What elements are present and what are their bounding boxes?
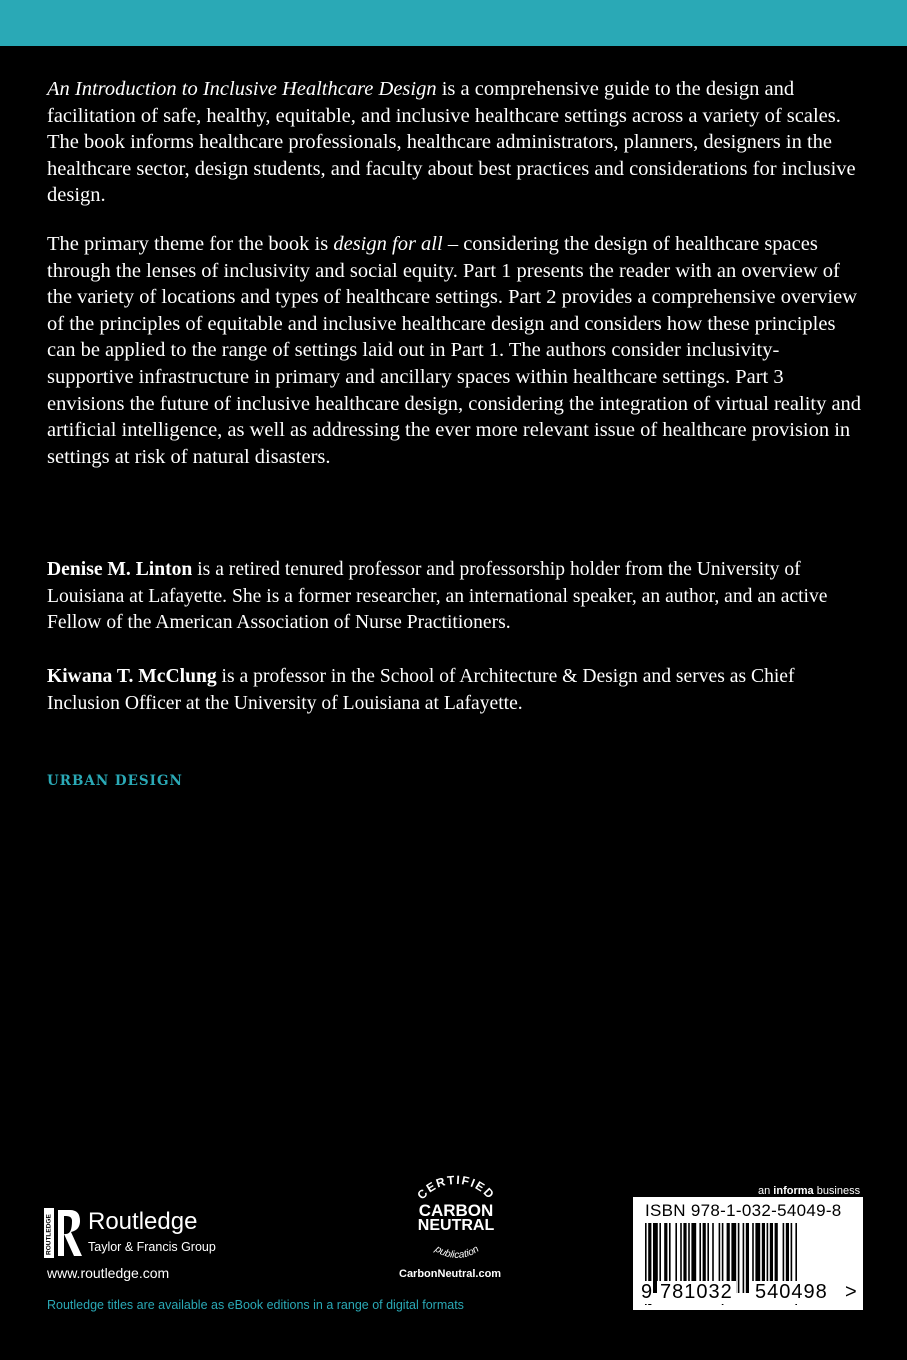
svg-text:CERTIFIED <box>414 1173 497 1202</box>
carbon-neutral-logo <box>395 1168 515 1283</box>
carbon-neutral-url: CarbonNeutral.com <box>399 1268 502 1280</box>
author-name: Kiwana T. McClung <box>47 666 217 687</box>
description-paragraph-1: An Introduction to Inclusive Healthcare Design is a comprehensive guide to the design and facilitation of safe, healthy, equitable, and inclusive healthcare settings across a variety of scales. The book informs healthcare professionals, healthcare administrators, planners, designers in the healthcare sector, design students, and faculty about best practices and considerations for inclusive design. <box>47 78 856 207</box>
carbon-certified: CERTIFIED <box>414 1172 498 1203</box>
carbon-word: CARBON <box>418 1201 494 1220</box>
isbn-barcode: ISBN 978-1-032-54049-8 9 781032 540498 > <box>633 1197 863 1310</box>
description-paragraph-2: The primary theme for the book is design for all – considering the design of healthcare spaces through the lenses of inclusivity and social equity. Part 1 presents the reader with an overview of the variety of locations and types of healthcare settings. Part 2 provides a comprehensive overview of the principles of equitable and inclusive healthcare design and considers how these principles can be applied to the range of settings laid out in Part 1. The authors consider inclusivity-supportive infrastructure in primary and ancillary spaces within healthcare settings. Part 3 envisions the future of inclusive healthcare design, considering the integration of virtual reality and artificial intelligence, as well as addressing the ever more relevant issue of healthcare provision in settings at risk of natural disasters. <box>47 232 862 468</box>
ebook-note: Routledge titles are available as eBook editions in a range of digital formats <box>47 1298 464 1312</box>
barcode-bar <box>743 1223 745 1293</box>
book-description <box>47 76 862 492</box>
carbon-publication: publication <box>432 1243 482 1261</box>
logo-side-text: ROUTLEDGE <box>45 1214 53 1255</box>
author-name: Denise M. Linton <box>47 559 193 580</box>
author-bio-2: Kiwana T. McClung is a professor in the School of Architecture & Design and serves as Chief Inclusion Officer at the University of Louisiana at Lafayette. <box>47 666 795 714</box>
publisher-url[interactable]: www.routledge.com <box>47 1265 170 1281</box>
publisher-name: Routledge <box>88 1208 198 1235</box>
isbn-text: ISBN 978-1-032-54049-8 <box>645 1201 842 1220</box>
neutral-word: NEUTRAL <box>417 1217 495 1234</box>
informa-business: an informa business <box>758 1185 861 1197</box>
barcode-bar <box>738 1223 740 1293</box>
barcode-bar <box>746 1223 749 1293</box>
subject-category: URBAN DESIGN <box>47 773 183 789</box>
svg-text:publication <box>432 1243 481 1261</box>
author-bio-1: Denise M. Linton is a retired tenured professor and professorship holder from the University of Louisiana at Lafayette. She is a former researcher, an international speaker, an author, and an active Fellow of the American Association of Nurse Practitioners. <box>47 559 828 633</box>
top-accent-bar <box>0 0 907 46</box>
routledge-logo-icon <box>44 1208 84 1258</box>
book-title: An Introduction to Inclusive Healthcare Design <box>47 78 437 100</box>
publisher-group: Taylor & Francis Group <box>88 1240 216 1254</box>
